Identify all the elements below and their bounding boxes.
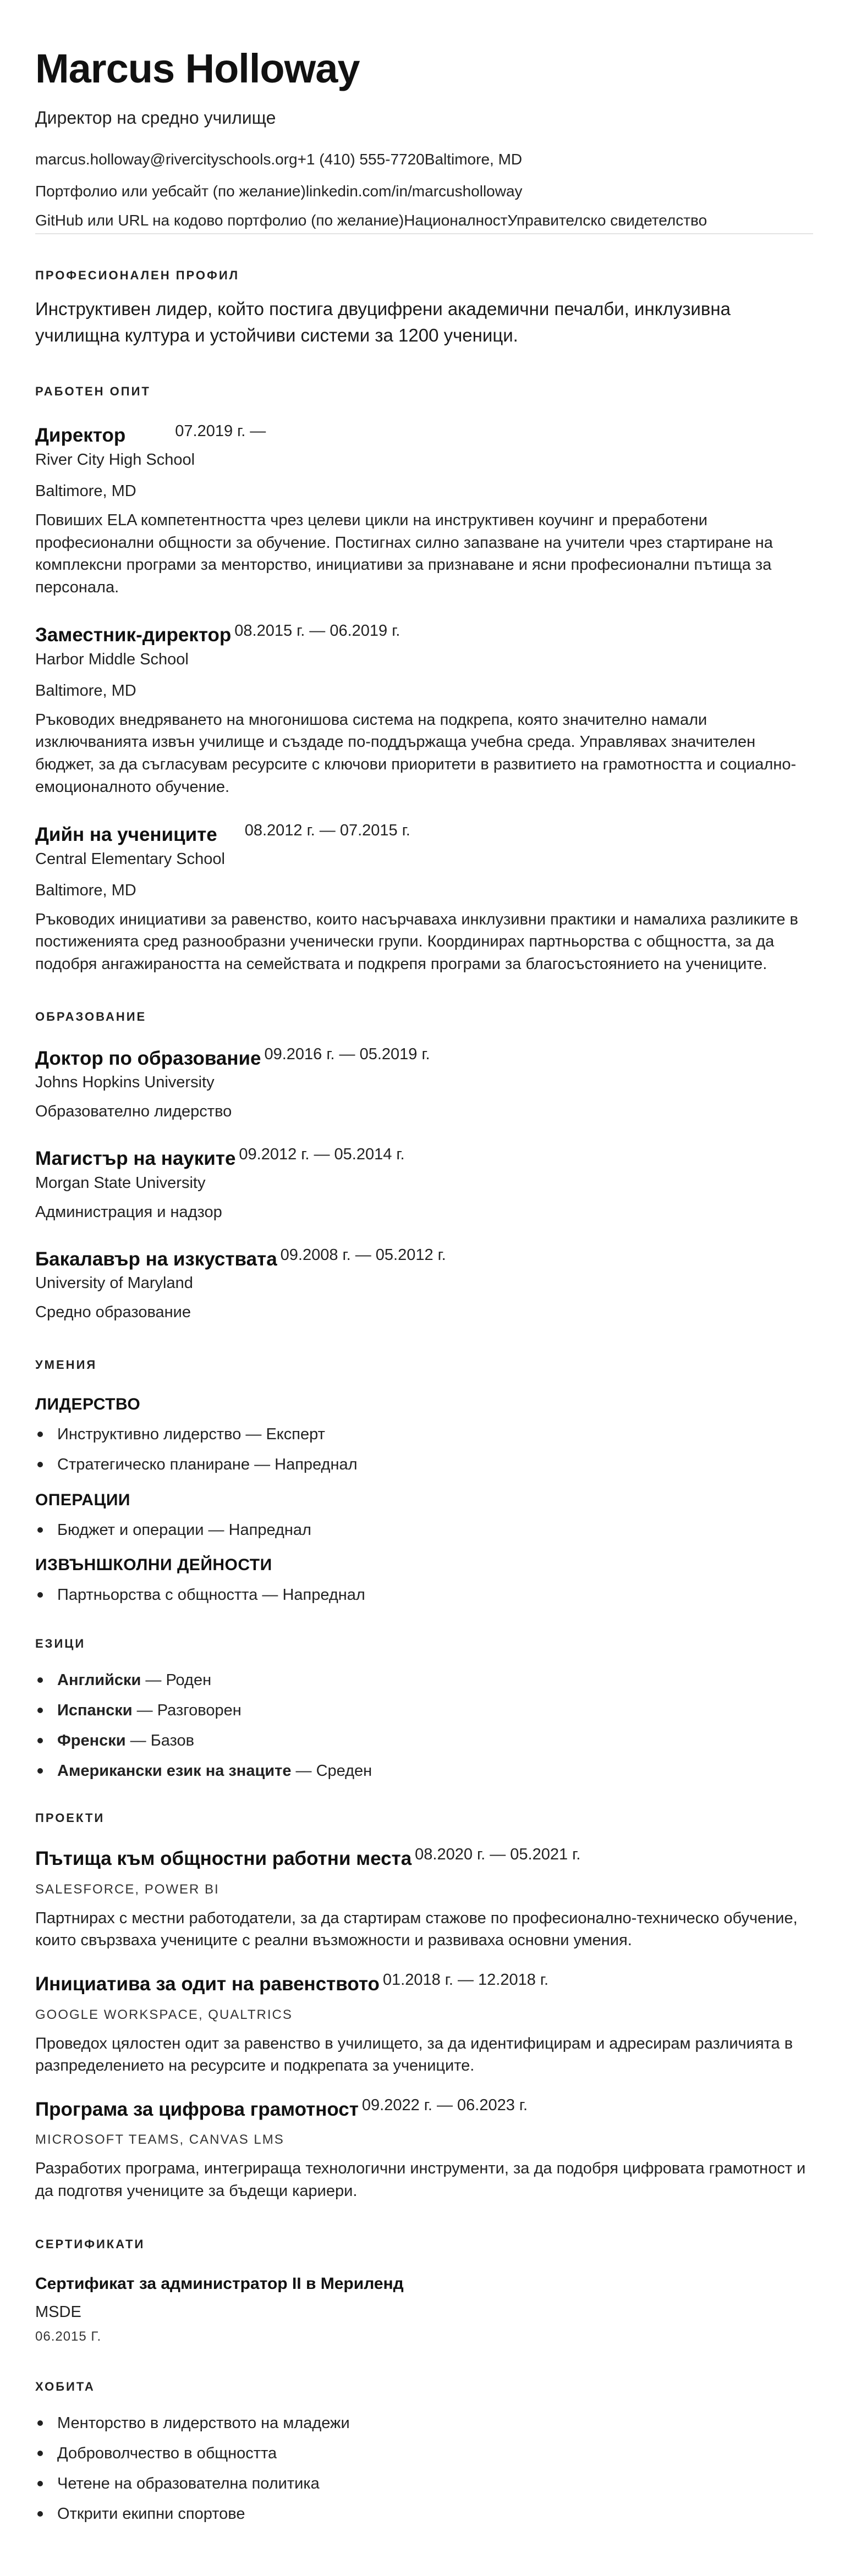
- skill-category: ОПЕРАЦИИ: [35, 1490, 130, 1509]
- project-description: Проведох цялостен одит за равенство в училището, за да идентифицирам и адресирам различията в разпределението на ресурсите и подкрепата за учениците.: [35, 2034, 793, 2075]
- degree-field: Образователно лидерство: [35, 1103, 232, 1120]
- certificate-date: 06.2015 Г.: [35, 2329, 102, 2344]
- job-description: Ръководих внедряването на многонишова система на подкрепа, която значително намали изключванията извън училище и създаде по-поддържаща учебна среда. Управлявах значителен бюджет, за да съгласувам ресурсите с ключови приоритети в развитието на грамотността и социално-емоционалното обучение.: [35, 711, 797, 796]
- education-item: [35, 1148, 813, 1221]
- projects-section: [35, 1811, 813, 2202]
- language-name: Английски: [57, 1671, 141, 1689]
- section-title-profile: ПРОФЕСИОНАЛЕН ПРОФИЛ: [35, 268, 240, 282]
- job-title: Заместник-директор: [35, 624, 232, 646]
- project-item: [35, 2096, 813, 2203]
- header-divider: [35, 233, 813, 234]
- experience-item: [35, 422, 813, 598]
- job-title: Директор: [35, 425, 126, 447]
- languages-section: [35, 1637, 813, 1780]
- nationality-label: Националност: [404, 212, 508, 229]
- section-title-hobbies: ХОБИТА: [35, 2380, 95, 2394]
- resume-header: [35, 48, 813, 234]
- project-title: Инициатива за одит на равенството: [35, 1973, 380, 1995]
- experience-item: [35, 622, 813, 798]
- job-organization: Central Elementary School: [35, 850, 225, 868]
- skill-category: ИЗВЪНШКОЛНИ ДЕЙНОСТИ: [35, 1556, 272, 1575]
- hobby-item: Доброволчество в общността: [35, 2444, 813, 2463]
- degree-title: Доктор по образование: [35, 1047, 261, 1069]
- contact-line-primary: [35, 150, 813, 169]
- language-level: — Роден: [141, 1671, 212, 1689]
- location-text: Baltimore, MD: [424, 151, 523, 168]
- project-dates: 09.2022 г. — 06.2023 г.: [361, 2096, 528, 2114]
- job-title: Дийн на учениците: [35, 824, 217, 846]
- profile-section: [35, 268, 813, 349]
- skill-category: ЛИДЕРСТВО: [35, 1395, 141, 1413]
- contact-line-extra: [35, 211, 813, 230]
- phone-text: +1 (410) 555-7720: [297, 151, 425, 168]
- degree-field: Средно образование: [35, 1303, 191, 1321]
- license-label: Управителско свидетелство: [507, 212, 707, 229]
- project-description: Разработих програма, интегрираща технологични инструменти, за да подобря цифровата грамотност и да подготвя учениците за бъдещи кариери.: [35, 2160, 806, 2200]
- job-location: Baltimore, MD: [35, 681, 136, 700]
- education-section: [35, 1010, 813, 1322]
- language-item: [35, 1731, 813, 1751]
- language-level: — Разговорен: [132, 1701, 242, 1719]
- skill-group: [35, 1491, 813, 1540]
- project-title: Пътища към общностни работни места: [35, 1848, 412, 1870]
- language-item: [35, 1762, 813, 1781]
- degree-title: Бакалавър на изкуствата: [35, 1248, 277, 1270]
- language-name: Френски: [57, 1731, 126, 1749]
- job-dates: 07.2019 г. —: [175, 422, 266, 441]
- skill-item: Стратегическо планиране — Напреднал: [35, 1455, 813, 1474]
- section-title-skills: УМЕНИЯ: [35, 1358, 97, 1372]
- education-item: [35, 1045, 813, 1121]
- experience-item: [35, 824, 813, 975]
- experience-section: [35, 384, 813, 975]
- project-title: Програма за цифрова грамотност: [35, 2098, 359, 2120]
- hobby-item: Менторство в лидерството на младежи: [35, 2414, 813, 2433]
- degree-title: Магистър на науките: [35, 1148, 236, 1169]
- skill-group: [35, 1556, 813, 1605]
- hobbies-section: [35, 2380, 813, 2523]
- job-organization: River City High School: [35, 450, 195, 469]
- skill-item: Бюджет и операции — Напреднал: [35, 1521, 813, 1540]
- certificate-item: [35, 2275, 813, 2344]
- contact-line-links: [35, 182, 813, 201]
- project-description: Партнирах с местни работодатели, за да стартирам стажове по професионално-техническо обучение, които свързваха учениците с реални възможности и развиваха основни умения.: [35, 1909, 798, 1950]
- job-dates: 08.2012 г. — 07.2015 г.: [244, 822, 410, 840]
- skill-group: [35, 1395, 813, 1474]
- job-location: Baltimore, MD: [35, 482, 136, 500]
- school-name: University of Maryland: [35, 1274, 193, 1292]
- hobby-item: Открити екипни спортове: [35, 2505, 813, 2524]
- degree-dates: 09.2008 г. — 05.2012 г.: [280, 1246, 446, 1264]
- skill-item: Инструктивно лидерство — Експерт: [35, 1425, 813, 1444]
- degree-dates: 09.2016 г. — 05.2019 г.: [264, 1045, 430, 1063]
- language-level: — Среден: [291, 1762, 372, 1780]
- job-dates: 08.2015 г. — 06.2019 г.: [234, 622, 400, 640]
- project-dates: 08.2020 г. — 05.2021 г.: [415, 1846, 581, 1864]
- certificates-section: [35, 2237, 813, 2344]
- project-item: [35, 1848, 813, 1952]
- degree-field: Администрация и надзор: [35, 1203, 222, 1221]
- certificate-title: Сертификат за администратор II в Мериленд: [35, 2275, 404, 2293]
- job-organization: Harbor Middle School: [35, 650, 189, 668]
- language-item: [35, 1671, 813, 1690]
- school-name: Morgan State University: [35, 1174, 206, 1192]
- email-link[interactable]: marcus.holloway@rivercityschools.org: [35, 151, 298, 168]
- language-name: Американски език на знаците: [57, 1762, 292, 1780]
- portfolio-label: Портфолио или уебсайт (по желание): [35, 182, 306, 200]
- certificate-issuer: MSDE: [35, 2303, 81, 2321]
- project-tech: SALESFORCE, POWER BI: [35, 1881, 220, 1897]
- job-description: Повиших ELA компетентността чрез целеви цикли на инструктивен коучинг и преработени професионални общности за обучение. Постигнах силно запазване на учители чрез стартиране на комплексни програми за менторство, инициативи за признаване и ясни професионални пътища за персонала.: [35, 511, 773, 596]
- language-item: [35, 1701, 813, 1720]
- profile-summary: Инструктивен лидер, който постига двуцифрени академични печалби, инклузивна училищна култура и устойчиви системи за 1200 ученици.: [35, 298, 731, 345]
- hobby-item: Четене на образователна политика: [35, 2474, 813, 2494]
- language-level: — Базов: [125, 1731, 195, 1749]
- education-item: [35, 1246, 813, 1322]
- section-title-projects: ПРОЕКТИ: [35, 1811, 105, 1825]
- project-tech: MICROSOFT TEAMS, CANVAS LMS: [35, 2132, 284, 2148]
- section-title-education: ОБРАЗОВАНИЕ: [35, 1009, 147, 1023]
- project-dates: 01.2018 г. — 12.2018 г.: [382, 1971, 548, 1989]
- language-name: Испански: [57, 1701, 133, 1719]
- section-title-languages: ЕЗИЦИ: [35, 1637, 86, 1651]
- degree-dates: 09.2012 г. — 05.2014 г.: [239, 1146, 405, 1163]
- project-tech: GOOGLE WORKSPACE, QUALTRICS: [35, 2007, 293, 2022]
- section-title-experience: РАБОТЕН ОПИТ: [35, 384, 151, 399]
- job-location: Baltimore, MD: [35, 881, 136, 899]
- linkedin-link[interactable]: linkedin.com/in/marcusholloway: [305, 182, 523, 200]
- candidate-name: Marcus Holloway: [35, 46, 360, 91]
- candidate-title: Директор на средно училище: [35, 108, 276, 128]
- job-description: Ръководих инициативи за равенство, които насърчаваха инклузивни практики и намалиха разликите в постиженията сред разнообразни ученически групи. Координирах партньорства с общността, за да подобря ангажираността на семействата и подкрепя програми за благосъстоянието на учениците.: [35, 910, 798, 973]
- project-item: [35, 1971, 813, 2077]
- github-label: GitHub или URL на кодово портфолио (по желание): [35, 212, 404, 229]
- section-title-certificates: СЕРТИФИКАТИ: [35, 2237, 145, 2252]
- skill-item: Партньорства с общността — Напреднал: [35, 1586, 813, 1605]
- school-name: Johns Hopkins University: [35, 1074, 215, 1091]
- skills-section: [35, 1358, 813, 1605]
